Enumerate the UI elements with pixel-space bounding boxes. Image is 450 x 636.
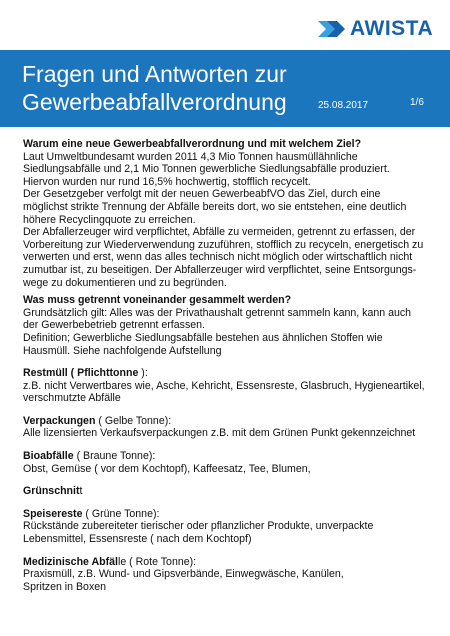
page-number: 1/6	[410, 97, 424, 108]
text-line: Rückstände zubereiteter tierischer oder pflanzlicher Produkte, unverpackte	[23, 520, 374, 533]
text-line: Lebensmittel, Essensreste ( nach dem Kochtopf)	[23, 533, 252, 546]
document-body	[23, 138, 433, 593]
verpackungen-heading: Verpackungen ( Gelbe Tonne):	[23, 414, 172, 427]
text-line: Siedlungsabfälle und 2,1 Mio Tonnen gewerbliche Siedlungsabfälle produziert.	[23, 163, 390, 176]
text-line: Definition; Gewerbliche Siedlungsabfälle bestehen aus ähnlichen Stoffen wie	[23, 331, 383, 344]
medizinische-abfaelle-heading: Medizinische Abfälle ( Rote Tonne):	[23, 555, 197, 568]
text-line: Hiervon wurden nur rund 16,5% hochwertig, stofflich recycelt.	[23, 175, 311, 188]
text-line: verwerten und erst, wenn das alles technisch nicht möglich oder wirtschaftlich nicht	[23, 251, 413, 264]
text-line: z.B. nicht Verwertbares wie, Asche, Kehricht, Essensreste, Glasbruch, Hygieneartikel,	[23, 379, 425, 392]
page-title-line-1: Fragen und Antworten zur	[22, 61, 287, 87]
text-line: Laut Umweltbundesamt wurden 2011 4,3 Mio Tonnen hausmüllähnliche	[23, 150, 358, 163]
logo-text: AWISTA	[350, 17, 434, 40]
text-line: Spritzen in Boxen	[23, 580, 107, 593]
text-line: Praxismüll, z.B. Wund- und Gipsverbände, Einwegwäsche, Kanülen,	[23, 568, 344, 581]
text-line: zumutbar ist, zu beseitigen. Der Abfallerzeuger wird verpflichtet, seine Entsorgungs-	[23, 263, 417, 276]
restmuell-heading: Restmüll ( Pflichttonne ):	[23, 367, 148, 380]
title-banner	[0, 50, 450, 127]
q1-answer	[23, 151, 433, 290]
q1-heading: Warum eine neue Gewerbeabfallverordnung und mit welchem Ziel?	[23, 138, 362, 150]
speisereste-heading: Speisereste ( Grüne Tonne):	[23, 507, 160, 520]
text-line: Vorbereitung zur Wiederverwendung zuzuführen, stofflich zu recyceln, energetisch zu	[23, 238, 424, 251]
q2-heading: Was muss getrennt voneinander gesammelt werden?	[23, 294, 292, 307]
gruenschnitt-heading: Grünschnitt	[23, 485, 83, 498]
awista-logo	[318, 16, 438, 42]
text-line: möglichst strikte Trennung der Abfälle bereits dort, wo sie entstehen, eine deutlich	[23, 200, 407, 213]
text-line: wege zu dokumentieren und zu begründen.	[23, 276, 227, 289]
bioabfaelle-heading: Bioabfälle ( Braune Tonne):	[23, 450, 156, 463]
logo-arrow-icon	[318, 17, 348, 41]
page-title-line-2: Gewerbeabfallverordnung	[22, 89, 287, 115]
text-line: höhere Recyclingquote zu erreichen.	[23, 213, 196, 226]
document-date: 25.08.2017	[318, 100, 369, 111]
text-line: Der Gesetzgeber verfolgt mit der neuen GewerbeabfVO das Ziel, durch eine	[23, 188, 381, 201]
page-title	[22, 60, 322, 116]
text-line: der Gewerbebetrieb getrennt erfassen.	[23, 319, 205, 332]
text-line: Der Abfallerzeuger wird verpflichtet, Abfälle zu vermeiden, getrennt zu erfassen, der	[23, 226, 416, 239]
text-line: verschmutzte Abfälle	[23, 392, 121, 405]
text-line: Alle lizensierten Verkaufsverpackungen z.B. mit dem Grünen Punkt gekennzeichnet	[23, 427, 416, 440]
q2-answer	[23, 307, 433, 357]
text-line: Hausmüll. Siehe nachfolgende Aufstellung	[23, 344, 222, 357]
text-line: Obst, Gemüse ( vor dem Kochtopf), Kaffeesatz, Tee, Blumen,	[23, 462, 311, 475]
text-line: Grundsätzlich gilt: Alles was der Privathaushalt getrennt sammeln kann, kann auch	[23, 306, 412, 319]
